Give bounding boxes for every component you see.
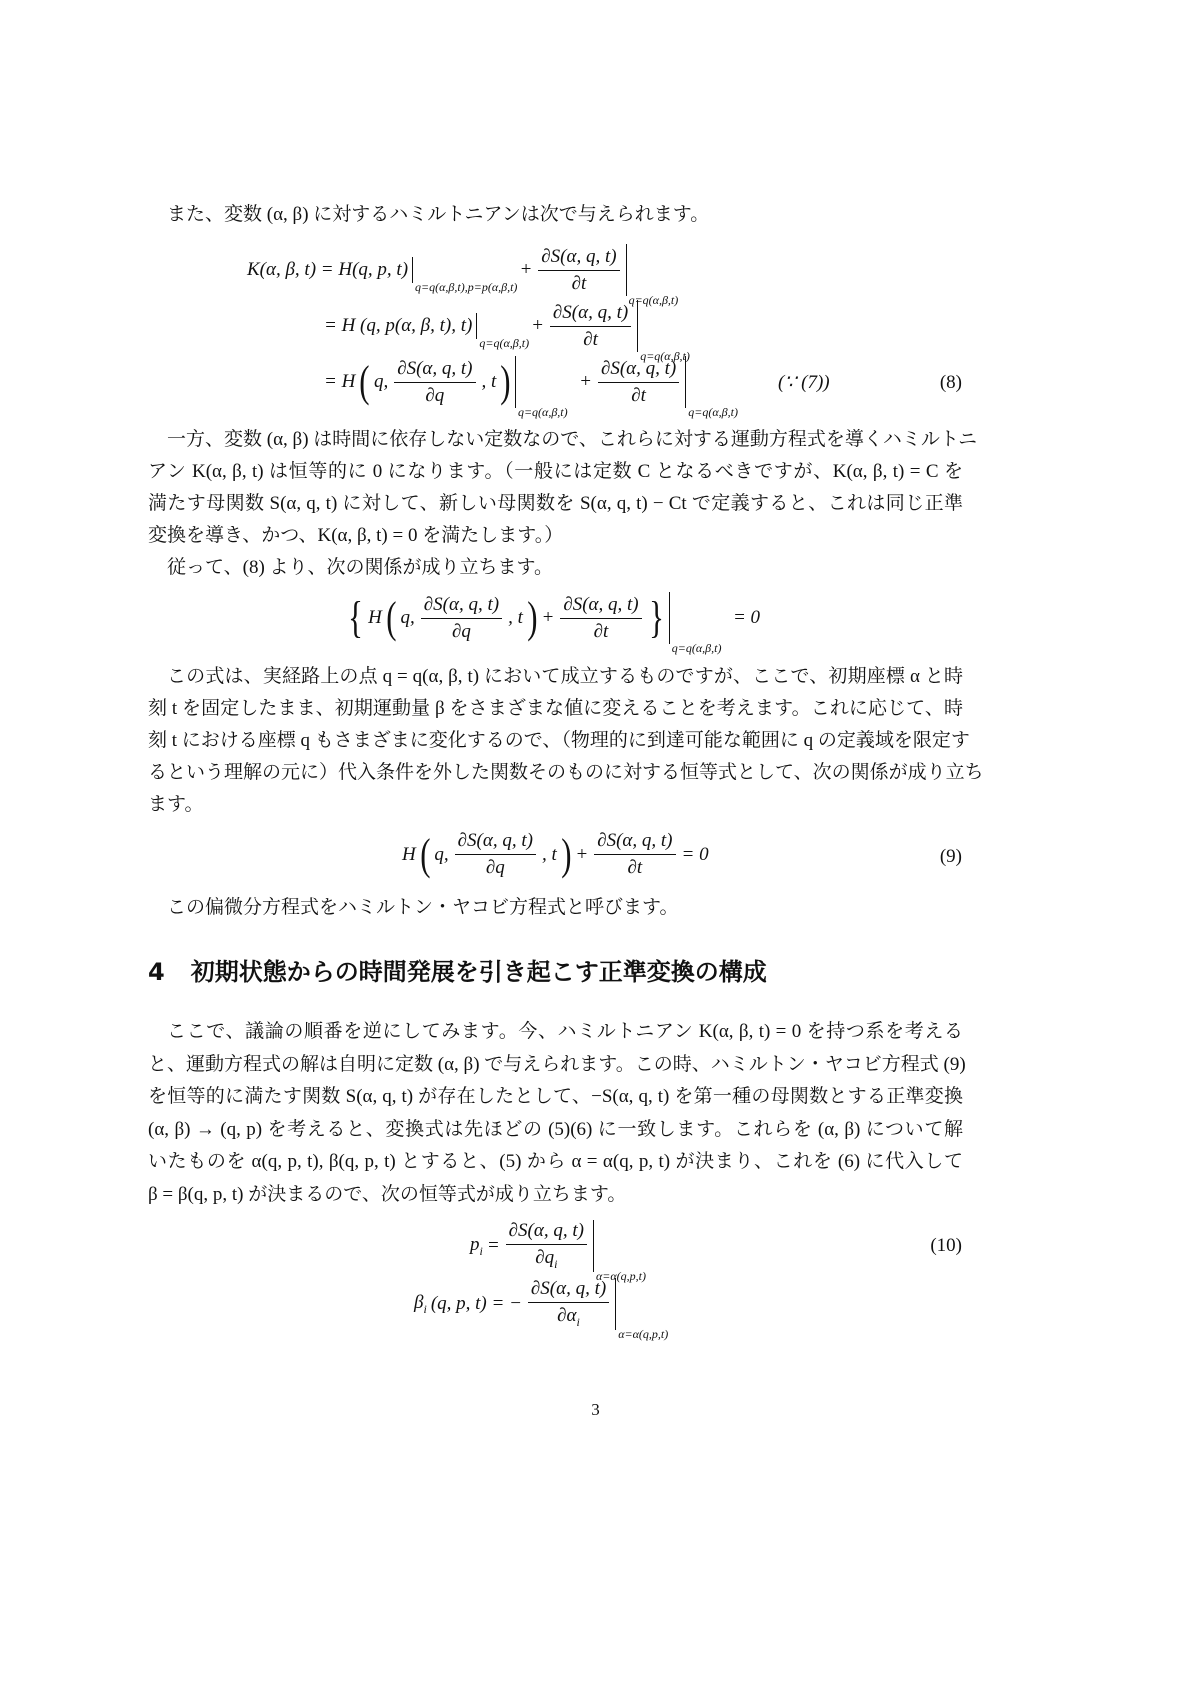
evaluation-bar xyxy=(615,1278,669,1341)
text-line: 従って、(8) より、次の関係が成り立ちます。 xyxy=(167,557,554,578)
evaluation-bar xyxy=(685,356,738,419)
evaluation-bar xyxy=(412,257,518,294)
math-text: $p_i$ xyxy=(470,1233,483,1258)
denominator: ∂q xyxy=(425,384,445,406)
numerator: ∂S(α, q, t) xyxy=(594,830,675,855)
equation-number-9: (9) xyxy=(939,846,962,867)
math-text: (∵ (7)) xyxy=(739,371,830,393)
math-text: $\beta_i$ xyxy=(414,1291,427,1316)
numerator: ∂S(α, q, t) xyxy=(421,594,502,619)
fraction xyxy=(598,358,679,407)
math-text: , t xyxy=(541,843,557,865)
math-text: + xyxy=(569,371,592,392)
evaluation-bar xyxy=(593,1220,646,1283)
evaluation-bar xyxy=(476,313,530,350)
fraction xyxy=(560,594,641,643)
subscript: i xyxy=(554,1256,558,1271)
equation-8-row-3 xyxy=(322,356,832,419)
evaluation-condition: q=q(α,β,t) xyxy=(479,336,530,350)
text-line: 一方、変数 (α, β) は時間に依存しない定数なので、これらに対する運動方程式を導くハミルトニ xyxy=(167,429,978,450)
math-text: = H xyxy=(324,371,356,392)
math-text: H xyxy=(402,843,416,865)
fraction xyxy=(550,302,631,351)
math-text: + xyxy=(519,259,533,280)
denominator: ∂t xyxy=(593,620,609,642)
text-line: 変換を導き、かつ、K(α, β, t) = 0 を満たします。） xyxy=(148,525,564,546)
equation-hj-substituted xyxy=(345,592,762,655)
text-line: を恒等的に満たす関数 S(α, q, t) が存在したとして、−S(α, q, t) を第一種の母関数とする正準変換 xyxy=(148,1086,963,1107)
section-heading xyxy=(148,952,767,987)
evaluation-condition: q=q(α,β,t) xyxy=(640,349,690,363)
math-text: = xyxy=(486,1235,500,1256)
large-delimiter: ( xyxy=(419,829,431,879)
text-line: いたものを α(q, p, t), β(q, p, t) とすると、(5) から α = α(q, p, t) が決まり、これを (6) に代入して xyxy=(148,1151,963,1172)
text-line: るという理解の元に）代入条件を外した関数そのものに対する恒等式として、次の関係が成り立ち xyxy=(148,762,984,783)
math-text: = 0 xyxy=(723,607,761,628)
fraction xyxy=(594,830,675,879)
evaluation-condition: α=α(q,p,t) xyxy=(595,1269,646,1283)
equation-number-10: (10) xyxy=(930,1235,962,1256)
text-line: 刻 t における座標 q もさまざまに変化するので、（物理的に到達可能な範囲に q の定義域を限定す xyxy=(148,730,970,751)
fraction xyxy=(506,1220,587,1272)
large-delimiter: ( xyxy=(386,593,397,642)
subscript: i xyxy=(576,1314,580,1329)
denominator: ∂t xyxy=(583,328,598,350)
large-delimiter: ) xyxy=(560,829,572,879)
numerator: ∂S(α, q, t) xyxy=(394,358,475,383)
text-line: 満たす母関数 S(α, q, t) に対して、新しい母関数を S(α, q, t) − Ct で定義すると、これは同じ正準 xyxy=(148,493,963,514)
text-line: 刻 t を固定したまま、初期運動量 β をさまざまな値に変えることを考えます。これに応じて、時 xyxy=(148,698,963,719)
math-text: K(α, β, t) = H(q, p, t) xyxy=(247,259,409,280)
denominator: $\partial\alpha_i$ xyxy=(557,1305,580,1329)
numerator: ∂S(α, q, t) xyxy=(550,302,631,327)
equation-9 xyxy=(400,830,711,879)
numerator: ∂S(α, q, t) xyxy=(506,1220,587,1245)
denominator: ∂q xyxy=(485,857,505,878)
fraction xyxy=(538,246,619,295)
section-title: 初期状態からの時間発展を引き起こす正準変換の構成 xyxy=(190,958,767,986)
text-line: この偏微分方程式をハミルトン・ヤコビ方程式と呼びます。 xyxy=(167,897,679,918)
math-text: = 0 xyxy=(681,843,709,865)
math-text: + xyxy=(531,315,544,336)
evaluation-condition: q=q(α,β,t) xyxy=(688,405,738,419)
fraction xyxy=(394,358,475,407)
evaluation-condition: q=q(α,β,t),p=p(α,β,t) xyxy=(415,280,518,294)
large-delimiter: ( xyxy=(359,357,370,406)
evaluation-condition: q=q(α,β,t) xyxy=(628,293,679,307)
text-line: ます。 xyxy=(148,794,204,815)
evaluation-bar xyxy=(669,592,722,655)
subscript: i xyxy=(423,1301,427,1316)
large-delimiter: ) xyxy=(527,593,538,642)
numerator: ∂S(α, q, t) xyxy=(528,1278,609,1303)
denominator: ∂t xyxy=(627,857,643,878)
fraction xyxy=(421,594,502,643)
math-text: + xyxy=(575,843,589,865)
denominator: $\partial q_i$ xyxy=(535,1247,558,1271)
math-text: q, xyxy=(373,371,389,392)
fraction xyxy=(455,830,536,879)
numerator: ∂S(α, q, t) xyxy=(455,830,536,855)
large-delimiter: { xyxy=(348,593,363,642)
evaluation-condition: q=q(α,β,t) xyxy=(671,641,722,655)
equation-number-8: (8) xyxy=(939,372,962,393)
subscript: i xyxy=(479,1243,483,1258)
evaluation-bar xyxy=(626,244,679,307)
math-text: , t xyxy=(481,371,497,392)
math-text: , t xyxy=(508,607,523,628)
evaluation-condition: q=q(α,β,t) xyxy=(517,405,568,419)
evaluation-bar xyxy=(515,356,568,419)
equation-8-row-1 xyxy=(245,244,679,307)
text-line: と、運動方程式の解は自明に定数 (α, β) で与えられます。この時、ハミルトン・ヤコビ方程式 (9) xyxy=(148,1053,966,1075)
text-line: β = β(q, p, t) が決まるので、次の恒等式が成り立ちます。 xyxy=(148,1183,627,1205)
math-text: q, xyxy=(400,607,415,628)
text-line: この式は、実経路上の点 q = q(α, β, t) において成立するものですが、ここで、初期座標 α と時 xyxy=(167,666,963,687)
text-line: アン K(α, β, t) は恒等的に 0 になります。（一般には定数 C となるべきですが、K(α, β, t) = C を xyxy=(148,461,963,482)
math-text: q, xyxy=(434,843,449,865)
text-line: ここで、議論の順番を逆にしてみます。今、ハミルトニアン K(α, β, t) = 0 を持つ系を考える xyxy=(167,1021,963,1042)
math-text: = H (q, p(α, β, t), t) xyxy=(324,315,473,336)
equation-8-row-2 xyxy=(322,300,690,363)
large-delimiter: } xyxy=(648,593,664,642)
math-text: H xyxy=(368,607,382,628)
page-number: 3 xyxy=(591,1400,600,1419)
equation-10-row-1 xyxy=(468,1220,646,1283)
text-line: (α, β) → (q, p) を考えると、変換式は先ほどの (5)(6) に一致します。これらを (α, β) について解 xyxy=(148,1118,963,1140)
evaluation-bar xyxy=(637,300,690,363)
numerator: ∂S(α, q, t) xyxy=(538,246,619,271)
numerator: ∂S(α, q, t) xyxy=(560,594,641,619)
equation-10-row-2 xyxy=(412,1278,669,1341)
evaluation-condition: α=α(q,p,t) xyxy=(618,1327,669,1341)
text-line: また、変数 (α, β) に対するハミルトニアンは次で与えられます。 xyxy=(167,204,710,225)
denominator: ∂q xyxy=(451,620,471,642)
section-number: 4 xyxy=(148,958,165,986)
denominator: ∂t xyxy=(631,384,646,406)
large-delimiter: ) xyxy=(500,357,511,406)
numerator: ∂S(α, q, t) xyxy=(598,358,679,383)
math-text: (q, p, t) = − xyxy=(430,1293,522,1314)
math-text: + xyxy=(541,607,555,628)
fraction xyxy=(528,1278,609,1330)
denominator: ∂t xyxy=(571,272,587,294)
